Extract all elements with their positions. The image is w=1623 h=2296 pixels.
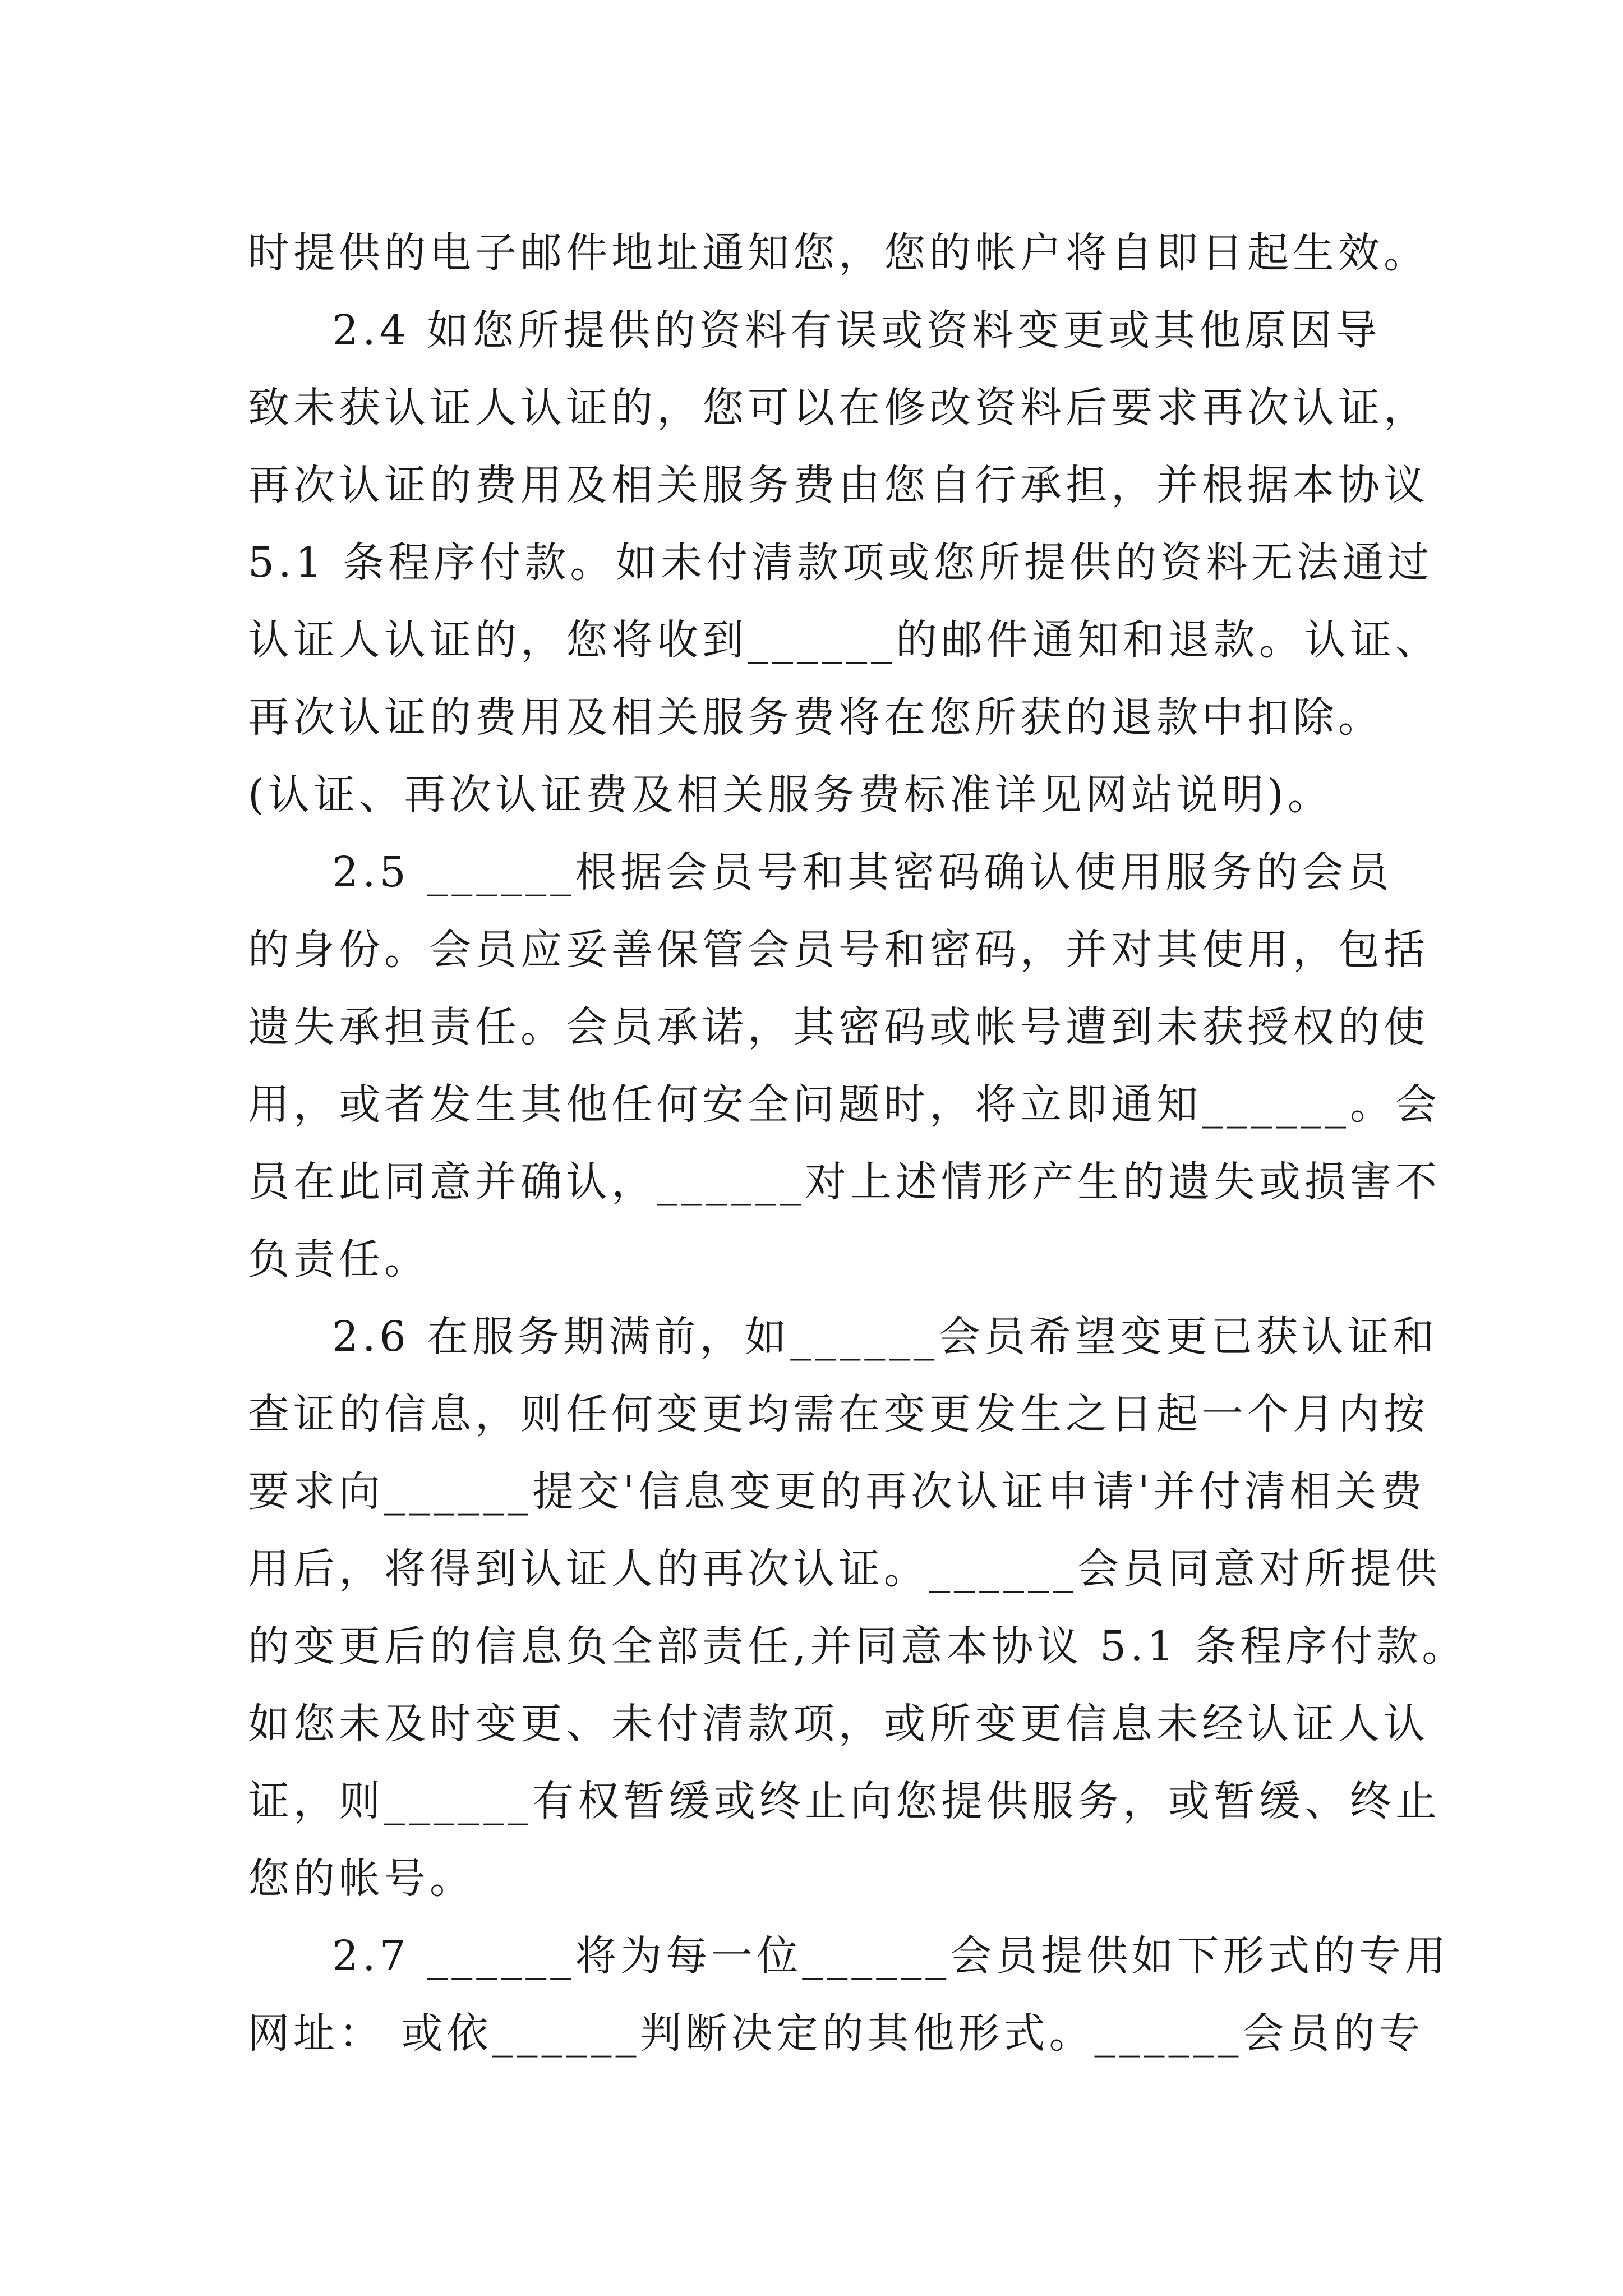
document-body xyxy=(248,214,1468,2072)
text-line: 再次认证的费用及相关服务费由您自行承担，并根据本协议 xyxy=(248,461,1429,509)
text-line: 的身份。会员应妥善保管会员号和密码，并对其使用，包括 xyxy=(248,926,1429,974)
text-line: 用后，将得到认证人的再次认证。______会员同意对所提供 xyxy=(248,1545,1441,1593)
text-line: 您的帐号。 xyxy=(248,1855,475,1903)
paragraph-2-6-start: 2.6 在服务期满前，如______会员希望变更已获认证和 xyxy=(332,1313,1438,1361)
text-line: (认证、再次认证费及相关服务费标准详见网站说明)。 xyxy=(248,771,1333,819)
text-line: 网址： 或依______判断决定的其他形式。______会员的专 xyxy=(248,2009,1424,2058)
text-line: 证，则______有权暂缓或终止向您提供服务，或暂缓、终止 xyxy=(248,1777,1441,1825)
text-line: 再次认证的费用及相关服务费将在您所获的退款中扣除。 xyxy=(248,693,1384,742)
paragraph-2-4-start: 2.4 如您所提供的资料有误或资料变更或其他原因导 xyxy=(332,306,1381,355)
text-line: 员在此同意并确认，______对上述情形产生的遗失或损害不 xyxy=(248,1158,1441,1206)
text-line: 致未获认证人认证的，您可以在修改资料后要求再次认证， xyxy=(248,384,1429,432)
paragraph-2-5-start: 2.5 ______根据会员号和其密码确认使用服务的会员 xyxy=(332,848,1393,896)
text-line: 如您未及时变更、未付清款项，或所变更信息未经认证人认 xyxy=(248,1700,1429,1748)
text-line: 要求向______提交'信息变更的再次认证申请'并付清相关费 xyxy=(248,1467,1426,1516)
text-line: 5.1 条程序付款。如未付清款项或您所提供的资料无法通过 xyxy=(248,539,1433,587)
text-line: 遗失承担责任。会员承诺，其密码或帐号遭到未获授权的使 xyxy=(248,1003,1429,1051)
text-line: 时提供的电子邮件地址通知您，您的帐户将自即日起生效。 xyxy=(248,229,1429,277)
text-line: 的变更后的信息负全部责任,并同意本协议 5.1 条程序付款。 xyxy=(248,1622,1468,1671)
paragraph-2-7-start: 2.7 ______将为每一位______会员提供如下形式的专用 xyxy=(332,1932,1450,1980)
text-line: 负责任。 xyxy=(248,1235,430,1283)
text-line: 查证的信息，则任何变更均需在变更发生之日起一个月内按 xyxy=(248,1390,1429,1438)
text-line: 认证人认证的，您将收到______的邮件通知和退款。认证、 xyxy=(248,616,1441,664)
text-line: 用，或者发生其他任何安全问题时，将立即通知______。会 xyxy=(248,1080,1441,1129)
